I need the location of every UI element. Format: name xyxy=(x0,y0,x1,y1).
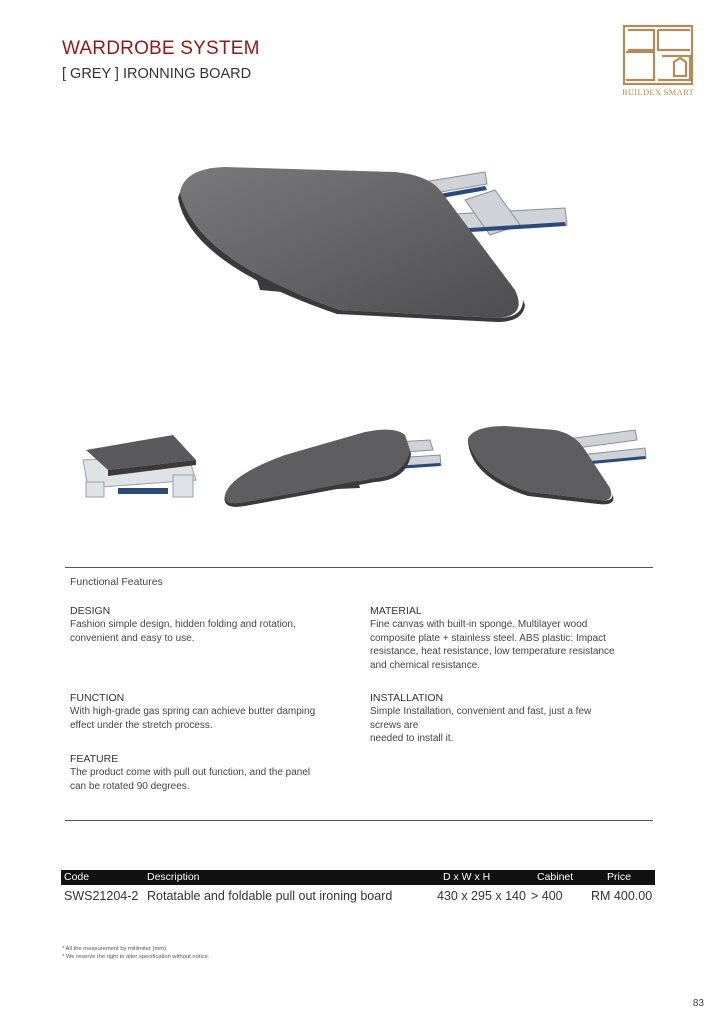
feature-installation-title: INSTALLATION xyxy=(370,692,444,704)
feature-design xyxy=(70,605,350,645)
header-code: Code xyxy=(64,871,90,883)
product-table xyxy=(61,870,655,907)
brand-name: BUILDEX SMART xyxy=(621,87,695,97)
header-description: Description xyxy=(147,871,200,883)
feature-feature xyxy=(70,753,350,793)
ironing-board-extended-image xyxy=(165,150,585,350)
ironing-board-angled-image xyxy=(215,420,445,510)
section-divider-top xyxy=(65,567,653,568)
page-title: WARDROBE SYSTEM xyxy=(62,38,260,59)
header-price: Price xyxy=(607,871,631,883)
table-header xyxy=(61,870,655,885)
feature-installation xyxy=(370,692,640,746)
header-dimensions: D x W x H xyxy=(443,871,491,883)
feature-feature-title: FEATURE xyxy=(70,753,119,765)
footnote-measurement: * All the measurement by millimiter (mm). xyxy=(62,946,168,952)
row-dimensions: 430 x 295 x 140 xyxy=(437,889,526,903)
feature-design-title: DESIGN xyxy=(70,605,111,617)
feature-function-title: FUNCTION xyxy=(70,692,125,704)
feature-material xyxy=(370,605,650,672)
features-heading: Functional Features xyxy=(70,576,163,588)
section-divider-bottom xyxy=(65,820,653,821)
feature-material-title: MATERIAL xyxy=(370,605,422,617)
row-code: SWS21204-2 xyxy=(64,889,139,903)
feature-feature-text: The product come with pull out function, and the panel can be rotated 90 degrees. xyxy=(70,767,311,792)
ironing-board-folded-image xyxy=(78,420,203,505)
feature-function-text: With high-grade gas spring can achieve butter damping effect under the stretch process. xyxy=(70,706,316,731)
footnote-specification: * We reserve the right to alter specification without notice. xyxy=(62,954,210,960)
table-row xyxy=(61,885,655,907)
page-number: 83 xyxy=(692,998,704,1009)
feature-installation-text: Simple Installation, convenient and fast, just a few screws are needed to install it. xyxy=(370,706,592,744)
row-description: Rotatable and foldable pull out ironing board xyxy=(147,889,393,903)
header-cabinet: Cabinet xyxy=(537,871,574,883)
footnotes xyxy=(62,945,209,961)
feature-material-text: Fine canvas with built-in sponge. Multilayer wood composite plate + stainless steel. ABS plastic: Impact resistance, heat resistance, low temperature resistance and chemical resistance. xyxy=(370,619,615,671)
feature-function xyxy=(70,692,350,732)
ironing-board-rotated-image xyxy=(460,420,660,510)
row-price: RM 400.00 xyxy=(591,889,653,903)
page-subtitle: [ GREY ] IRONNING BOARD xyxy=(62,66,252,82)
row-cabinet: > 400 xyxy=(531,889,563,903)
feature-design-text: Fashion simple design, hidden folding and rotation, convenient and easy to use. xyxy=(70,619,296,644)
